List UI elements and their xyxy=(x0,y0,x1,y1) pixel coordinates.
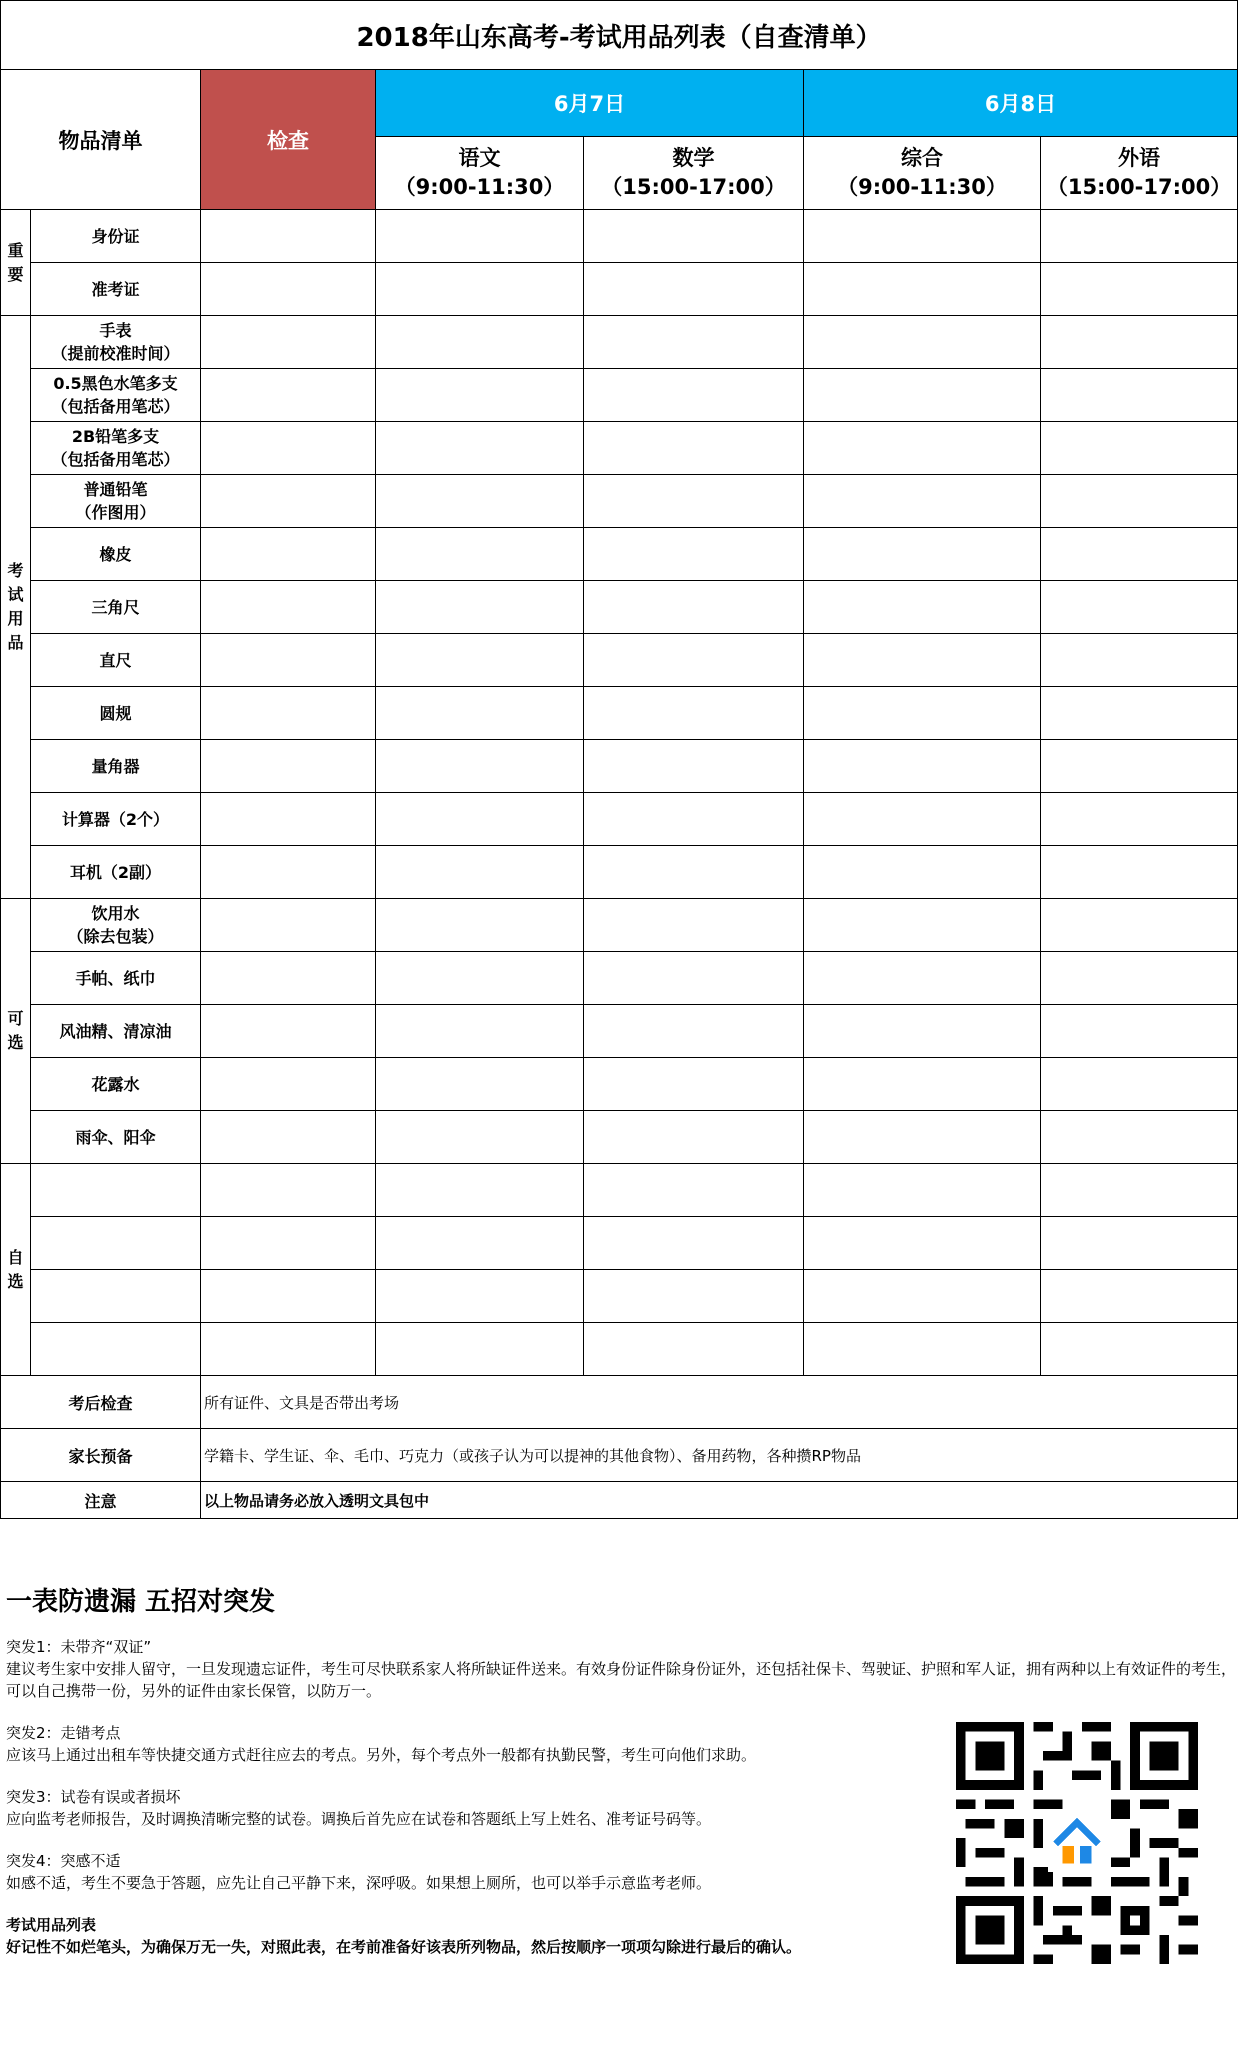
note-block: 突发4：突感不适 如感不适，考生不要急于答题，应先让自己平静下来，深呼吸。如果想上厕所，也可以举手示意监考老师。 xyxy=(6,1852,712,1892)
subject-check-cell[interactable] xyxy=(376,1005,584,1058)
subject-check-cell[interactable] xyxy=(1041,1005,1238,1058)
subject-check-cell[interactable] xyxy=(376,422,584,475)
subject-check-cell[interactable] xyxy=(1041,1164,1238,1217)
subject-check-cell[interactable] xyxy=(804,634,1041,687)
check-cell[interactable] xyxy=(201,369,376,422)
subject-check-cell[interactable] xyxy=(804,1111,1041,1164)
subject-check-cell[interactable] xyxy=(804,369,1041,422)
subject-check-cell[interactable] xyxy=(804,846,1041,899)
item-name: 2B铅笔多支 （包括备用笔芯） xyxy=(31,422,201,475)
subject-check-cell[interactable] xyxy=(804,528,1041,581)
subject-check-cell[interactable] xyxy=(804,1058,1041,1111)
subject-check-cell[interactable] xyxy=(584,846,804,899)
item-row xyxy=(1,952,1238,1005)
subject-check-cell[interactable] xyxy=(804,1005,1041,1058)
category-label: 考 试 用 品 xyxy=(1,316,31,899)
subject-check-cell[interactable] xyxy=(376,952,584,1005)
category-label: 重 要 xyxy=(1,210,31,316)
subject-check-cell[interactable] xyxy=(1041,210,1238,263)
item-name: 三角尺 xyxy=(31,581,201,634)
subject-check-cell[interactable] xyxy=(376,634,584,687)
check-cell[interactable] xyxy=(201,1164,376,1217)
check-cell[interactable] xyxy=(201,1005,376,1058)
item-name: 计算器（2个） xyxy=(31,793,201,846)
subject-check-cell[interactable] xyxy=(1041,1058,1238,1111)
item-name: 普通铅笔 （作图用） xyxy=(31,475,201,528)
subject-check-cell[interactable] xyxy=(376,1164,584,1217)
subject-header: 数学 （15:00-17:00） xyxy=(584,137,804,210)
item-name: 0.5黑色水笔多支 （包括备用笔芯） xyxy=(31,369,201,422)
day-header: 6月8日 xyxy=(804,70,1238,137)
subject-check-cell[interactable] xyxy=(584,952,804,1005)
subject-check-cell[interactable] xyxy=(376,740,584,793)
check-cell[interactable] xyxy=(201,475,376,528)
footer-label: 注意 xyxy=(1,1482,201,1519)
subject-check-cell[interactable] xyxy=(1041,581,1238,634)
subject-check-cell[interactable] xyxy=(584,687,804,740)
item-row xyxy=(1,634,1238,687)
subject-check-cell[interactable] xyxy=(584,369,804,422)
item-name: 手帕、纸巾 xyxy=(31,952,201,1005)
subject-check-cell[interactable] xyxy=(376,1323,584,1376)
check-cell[interactable] xyxy=(201,316,376,369)
subject-check-cell[interactable] xyxy=(1041,846,1238,899)
subject-check-cell[interactable] xyxy=(584,1323,804,1376)
subject-check-cell[interactable] xyxy=(804,316,1041,369)
subject-check-cell[interactable] xyxy=(584,740,804,793)
item-name: 风油精、清凉油 xyxy=(31,1005,201,1058)
footer-row xyxy=(1,1376,1238,1429)
check-cell[interactable] xyxy=(201,740,376,793)
subject-check-cell[interactable] xyxy=(804,1270,1041,1323)
subject-check-cell[interactable] xyxy=(804,1217,1041,1270)
item-row xyxy=(1,1005,1238,1058)
check-cell[interactable] xyxy=(201,581,376,634)
subject-check-cell[interactable] xyxy=(584,528,804,581)
check-cell[interactable] xyxy=(201,793,376,846)
item-row xyxy=(1,210,1238,263)
footer-label: 家长预备 xyxy=(1,1429,201,1482)
subject-check-cell[interactable] xyxy=(376,846,584,899)
item-name: 雨伞、阳伞 xyxy=(31,1111,201,1164)
note-block: 突发2：走错考点 应该马上通过出租车等快捷交通方式赶往应去的考点。另外，每个考点外一般都有执勤民警，考生可向他们求助。 xyxy=(6,1724,757,1764)
subject-check-cell[interactable] xyxy=(804,1323,1041,1376)
note-block: 突发1：未带齐“双证” 建议考生家中安排人留守，一旦发现遗忘证件，考生可尽快联系家人将所缺证件送来。有效身份证件除身份证外，还包括社保卡、驾驶证、护照和军人证，拥有两种以上有效证件的考生，可以自己携带一份，另外的证件由家长保管，以防万一。 xyxy=(6,1638,1237,1700)
subject-check-cell[interactable] xyxy=(584,1270,804,1323)
subject-check-cell[interactable] xyxy=(376,1058,584,1111)
subject-header: 语文 （9:00-11:30） xyxy=(376,137,584,210)
subject-check-cell[interactable] xyxy=(804,740,1041,793)
check-cell[interactable] xyxy=(201,846,376,899)
footer-value: 所有证件、文具是否带出考场 xyxy=(201,1376,1238,1429)
item-name: 直尺 xyxy=(31,634,201,687)
item-name: 橡皮 xyxy=(31,528,201,581)
subject-check-cell[interactable] xyxy=(376,316,584,369)
check-cell[interactable] xyxy=(201,687,376,740)
subject-check-cell[interactable] xyxy=(584,1058,804,1111)
subject-check-cell[interactable] xyxy=(1041,528,1238,581)
subject-check-cell[interactable] xyxy=(804,422,1041,475)
subject-check-cell[interactable] xyxy=(1041,316,1238,369)
item-row xyxy=(1,793,1238,846)
subject-check-cell[interactable] xyxy=(1041,740,1238,793)
subject-check-cell[interactable] xyxy=(584,899,804,952)
footer-row xyxy=(1,1482,1238,1519)
item-name: 圆规 xyxy=(31,687,201,740)
check-header: 检查 xyxy=(201,70,376,210)
check-cell[interactable] xyxy=(201,210,376,263)
subject-check-cell[interactable] xyxy=(584,1217,804,1270)
subject-check-cell[interactable] xyxy=(376,263,584,316)
subject-header: 综合 （9:00-11:30） xyxy=(804,137,1041,210)
check-cell[interactable] xyxy=(201,1323,376,1376)
subject-check-cell[interactable] xyxy=(584,793,804,846)
notes-heading: 一表防遗漏 五招对突发 xyxy=(6,1587,276,1617)
item-name: 身份证 xyxy=(31,210,201,263)
subject-check-cell[interactable] xyxy=(1041,1270,1238,1323)
subject-check-cell[interactable] xyxy=(1041,422,1238,475)
subject-check-cell[interactable] xyxy=(376,475,584,528)
subject-check-cell[interactable] xyxy=(1041,634,1238,687)
item-name xyxy=(31,1217,201,1270)
item-row xyxy=(1,687,1238,740)
item-row xyxy=(1,846,1238,899)
item-row xyxy=(1,369,1238,422)
subject-check-cell[interactable] xyxy=(376,1217,584,1270)
footer-label: 考后检查 xyxy=(1,1376,201,1429)
item-row xyxy=(1,1111,1238,1164)
item-row xyxy=(1,1270,1238,1323)
item-row xyxy=(1,1217,1238,1270)
subject-check-cell[interactable] xyxy=(584,1111,804,1164)
item-row xyxy=(1,740,1238,793)
subject-check-cell[interactable] xyxy=(584,1005,804,1058)
subject-check-cell[interactable] xyxy=(376,687,584,740)
item-row xyxy=(1,422,1238,475)
check-cell[interactable] xyxy=(201,634,376,687)
subject-check-cell[interactable] xyxy=(376,1111,584,1164)
item-name xyxy=(31,1270,201,1323)
subject-check-cell[interactable] xyxy=(1041,793,1238,846)
item-name: 耳机（2副） xyxy=(31,846,201,899)
subject-check-cell[interactable] xyxy=(804,263,1041,316)
category-label: 可 选 xyxy=(1,899,31,1164)
item-name: 花露水 xyxy=(31,1058,201,1111)
subject-check-cell[interactable] xyxy=(804,793,1041,846)
item-name xyxy=(31,1323,201,1376)
subject-check-cell[interactable] xyxy=(1041,475,1238,528)
subject-check-cell[interactable] xyxy=(584,316,804,369)
subject-check-cell[interactable] xyxy=(584,1164,804,1217)
check-cell[interactable] xyxy=(201,899,376,952)
subject-check-cell[interactable] xyxy=(584,263,804,316)
subject-check-cell[interactable] xyxy=(1041,899,1238,952)
check-cell[interactable] xyxy=(201,528,376,581)
note-block: 突发3：试卷有误或者损坏 应向监考老师报告，及时调换清晰完整的试卷。调换后首先应在试卷和答题纸上写上姓名、准考证号码等。 xyxy=(6,1788,712,1828)
subject-check-cell[interactable] xyxy=(376,210,584,263)
check-cell[interactable] xyxy=(201,1217,376,1270)
check-cell[interactable] xyxy=(201,1270,376,1323)
item-row xyxy=(1,1323,1238,1376)
subject-check-cell[interactable] xyxy=(1041,263,1238,316)
item-name xyxy=(31,1164,201,1217)
item-row xyxy=(1,1164,1238,1217)
item-row xyxy=(1,316,1238,369)
subject-check-cell[interactable] xyxy=(804,899,1041,952)
qr-code-icon xyxy=(956,1722,1198,1964)
subject-check-cell[interactable] xyxy=(1041,1217,1238,1270)
subject-check-cell[interactable] xyxy=(1041,369,1238,422)
subject-header: 外语 （15:00-17:00） xyxy=(1041,137,1238,210)
subject-check-cell[interactable] xyxy=(584,422,804,475)
subject-check-cell[interactable] xyxy=(804,475,1041,528)
page-title: 2018年山东高考-考试用品列表（自查清单） xyxy=(1,1,1238,70)
subject-check-cell[interactable] xyxy=(804,687,1041,740)
check-cell[interactable] xyxy=(201,1058,376,1111)
subject-check-cell[interactable] xyxy=(584,634,804,687)
footer-value: 以上物品请务必放入透明文具包中 xyxy=(201,1482,1238,1519)
item-name: 饮用水 （除去包装） xyxy=(31,899,201,952)
item-row xyxy=(1,263,1238,316)
subject-check-cell[interactable] xyxy=(376,581,584,634)
item-row xyxy=(1,1058,1238,1111)
final-note: 考试用品列表 好记性不如烂笔头，为确保万无一失，对照此表，在考前准备好该表所列物品，然后按顺序一项项勾除进行最后的确认。 xyxy=(6,1916,802,1956)
footer-row xyxy=(1,1429,1238,1482)
subject-check-cell[interactable] xyxy=(1041,1111,1238,1164)
check-cell[interactable] xyxy=(201,422,376,475)
items-header: 物品清单 xyxy=(1,70,201,210)
subject-check-cell[interactable] xyxy=(804,952,1041,1005)
subject-check-cell[interactable] xyxy=(804,210,1041,263)
item-name: 准考证 xyxy=(31,263,201,316)
category-label: 自 选 xyxy=(1,1164,31,1376)
subject-check-cell[interactable] xyxy=(1041,687,1238,740)
subject-check-cell[interactable] xyxy=(376,1270,584,1323)
check-cell[interactable] xyxy=(201,263,376,316)
subject-check-cell[interactable] xyxy=(376,369,584,422)
subject-check-cell[interactable] xyxy=(584,475,804,528)
day-header: 6月7日 xyxy=(376,70,804,137)
item-row xyxy=(1,528,1238,581)
item-row xyxy=(1,899,1238,952)
subject-check-cell[interactable] xyxy=(1041,952,1238,1005)
subject-check-cell[interactable] xyxy=(1041,1323,1238,1376)
check-cell[interactable] xyxy=(201,952,376,1005)
subject-check-cell[interactable] xyxy=(376,899,584,952)
subject-check-cell[interactable] xyxy=(376,528,584,581)
item-row xyxy=(1,581,1238,634)
item-row xyxy=(1,475,1238,528)
subject-check-cell[interactable] xyxy=(376,793,584,846)
footer-value: 学籍卡、学生证、伞、毛巾、巧克力（或孩子认为可以提神的其他食物）、备用药物，各种攒RP物品 xyxy=(201,1429,1238,1482)
subject-check-cell[interactable] xyxy=(804,581,1041,634)
subject-check-cell[interactable] xyxy=(584,581,804,634)
item-name: 量角器 xyxy=(31,740,201,793)
subject-check-cell[interactable] xyxy=(584,210,804,263)
check-cell[interactable] xyxy=(201,1111,376,1164)
subject-check-cell[interactable] xyxy=(804,1164,1041,1217)
item-name: 手表 （提前校准时间） xyxy=(31,316,201,369)
